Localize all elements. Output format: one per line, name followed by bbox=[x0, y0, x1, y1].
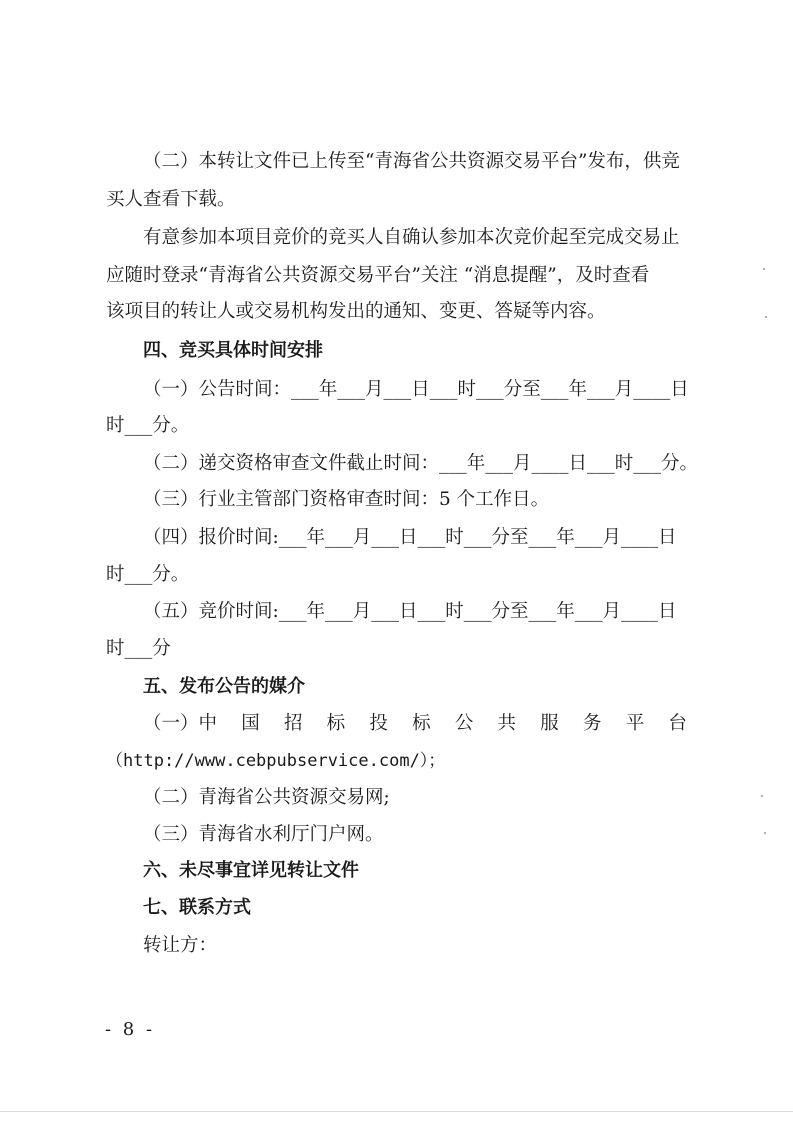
paragraph-line: （二）本转让文件已上传至“青海省公共资源交易平台”发布，供竞 bbox=[143, 151, 680, 172]
schedule-line: （五）竞价时间:___年___月___日___时___分至___年___月____日 bbox=[143, 601, 677, 622]
section-heading-7: 七、联系方式 bbox=[143, 897, 251, 918]
scan-speck bbox=[764, 832, 766, 834]
paragraph-line: 应随时登录“青海省公共资源交易平台”关注 “消息提醒”，及时查看 bbox=[106, 265, 650, 286]
page-number: - 8 - bbox=[105, 1019, 156, 1040]
paragraph-line: 该项目的转让人或交易机构发出的通知、变更、答疑等内容。 bbox=[106, 301, 606, 322]
contact-transferor-label: 转让方： bbox=[143, 935, 218, 956]
media-line-1 bbox=[143, 712, 687, 736]
schedule-line: （四）报价时间:___年___月___日___时___分至___年___月____日 bbox=[143, 527, 677, 548]
schedule-line: 时___分。 bbox=[106, 415, 190, 436]
section-heading-4: 四、竞买具体时间安排 bbox=[143, 340, 323, 361]
section-heading-6: 六、未尽事宜详见转让文件 bbox=[143, 860, 359, 881]
media-word: 国 bbox=[241, 713, 260, 734]
scan-speck bbox=[761, 795, 763, 797]
paragraph-line: 买人查看下载。 bbox=[106, 189, 236, 210]
schedule-line: （二）递交资格审查文件截止时间：___年___月____日___时___分。 bbox=[143, 453, 699, 474]
media-word: 投 bbox=[369, 713, 388, 734]
scan-speck bbox=[765, 316, 767, 318]
media-line-3: （三）青海省水利厅门户网。 bbox=[143, 824, 384, 845]
page-bottom-edge bbox=[0, 1111, 793, 1112]
media-word: （一）中 bbox=[143, 713, 218, 734]
media-word: 公 bbox=[454, 713, 474, 734]
media-word: 共 bbox=[497, 713, 517, 734]
paragraph-line: 有意参加本项目竞价的竞买人自确认参加本次竞价起至完成交易止 bbox=[143, 227, 680, 248]
media-word: 服 bbox=[540, 713, 559, 734]
media-word: 招 bbox=[283, 713, 303, 734]
media-line-2: （二）青海省公共资源交易网; bbox=[143, 787, 390, 808]
media-word: 台 bbox=[668, 713, 687, 734]
schedule-line: （一）公告时间：___年___月___日___时___分至___年___月____日 bbox=[143, 379, 689, 400]
media-url-line: （http://www.cebpubservice.com/）； bbox=[106, 751, 446, 771]
scan-speck bbox=[763, 268, 765, 270]
schedule-line: （三）行业主管部门资格审查时间：5 个工作日。 bbox=[143, 489, 550, 510]
media-word: 标 bbox=[412, 713, 431, 734]
media-word: 平 bbox=[625, 713, 645, 734]
schedule-line: 时___分。 bbox=[106, 564, 190, 585]
section-heading-5: 五、发布公告的媒介 bbox=[143, 676, 305, 697]
schedule-line: 时___分 bbox=[106, 638, 171, 659]
media-word: 标 bbox=[326, 713, 346, 734]
media-word: 务 bbox=[582, 713, 602, 734]
